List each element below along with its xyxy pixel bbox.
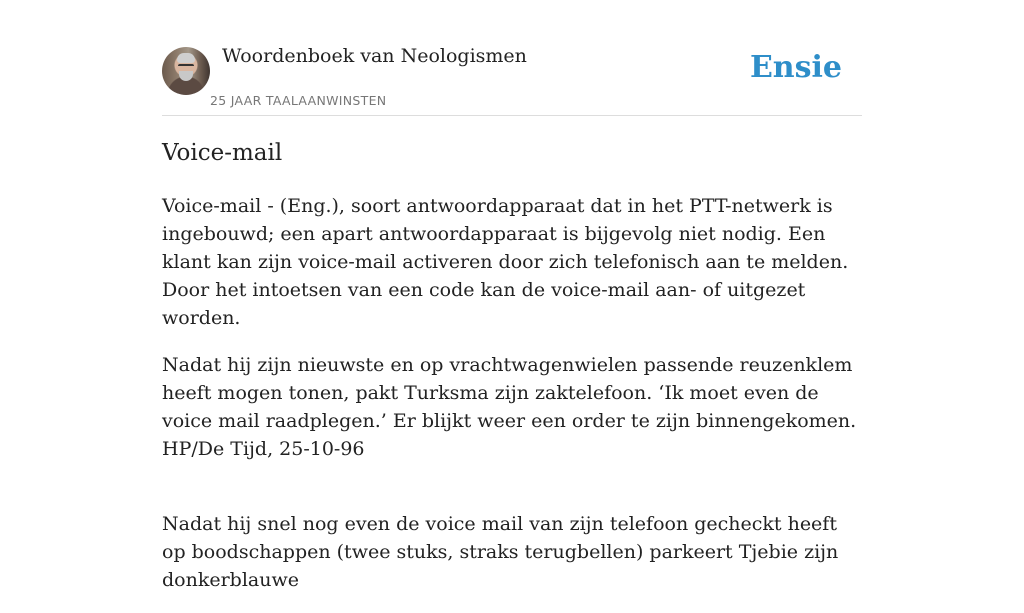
entry-definition: Voice-mail - (Eng.), soort antwoordapparaat dat in het PTT-netwerk is ingebouwd; een apart antwoordapparaat is bijgevolg niet nodig. Een klant kan zijn voice-mail activeren door zich telefonisch aan te melden. Door het intoetsen van een code kan de voice-mail aan- of uitgezet worden. (162, 195, 849, 329)
avatar-glasses (178, 64, 194, 68)
ensie-logo-link[interactable]: Ensie (749, 50, 842, 85)
avatar-hair (177, 53, 195, 63)
site-tagline: 25 JAAR TAALAANWINSTEN (210, 93, 387, 108)
entry-content (162, 192, 862, 613)
author-avatar[interactable] (162, 47, 210, 95)
avatar-beard (179, 71, 193, 81)
site-title-link[interactable]: Woordenboek van Neologismen (222, 45, 527, 67)
site-header (162, 0, 862, 116)
paragraph-spacer (162, 482, 862, 510)
entry-quote-1: Nadat hij zijn nieuwste en op vrachtwagenwielen passende reuzenklem heeft mogen tonen, pakt Turksma zijn zaktelefoon. ‘Ik moet even de voice mail raadplegen.’ Er blijkt weer een order te zijn binnengekomen. HP/De Tijd, 25-10-96 (162, 354, 857, 460)
entry-title: Voice-mail (162, 140, 283, 166)
page (162, 0, 862, 591)
entry-quote-2: Nadat hij snel nog even de voice mail van zijn telefoon gecheckt heeft op boodschappen (twee stuks, straks terugbellen) parkeert Tjebie zijn donkerblauwe (162, 513, 839, 591)
